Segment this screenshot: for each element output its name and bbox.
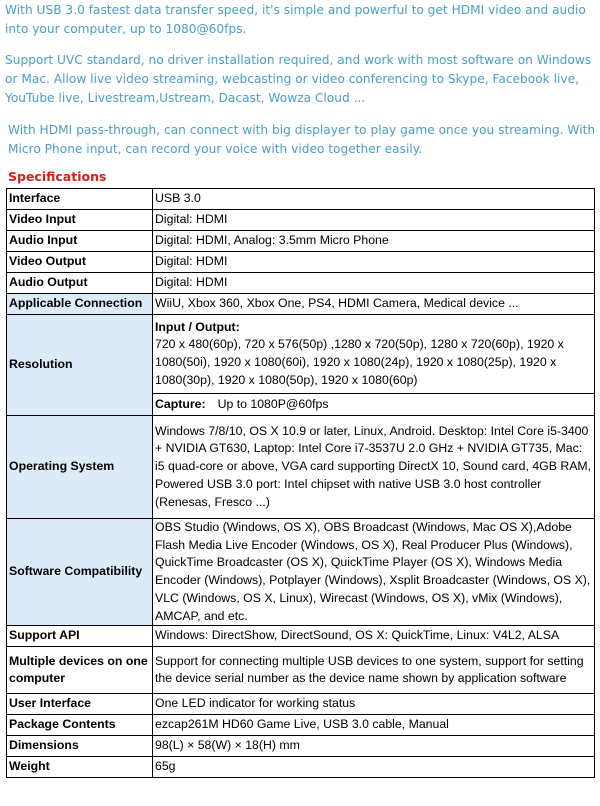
spec-value-resolution-io bbox=[153, 315, 595, 394]
spec-value-resolution-capture bbox=[153, 394, 595, 416]
spec-value: 65g bbox=[153, 757, 595, 778]
spec-value: USB 3.0 bbox=[153, 189, 595, 210]
spec-label: Dimensions bbox=[7, 736, 153, 757]
spec-value: Digital: HDMI bbox=[153, 273, 595, 294]
table-row-support-api bbox=[7, 626, 595, 647]
specifications-table bbox=[6, 188, 595, 778]
table-row-operating-system bbox=[7, 416, 595, 519]
resolution-io-value: 720 x 480(60p), 720 x 576(50p) ,1280 x 720(50p), 1280 x 720(60p), 1920 x 1080(50i), 1920 x 1080(60i), 1920 x 1080(24p), 1920 x 1080(25p), 1920 x 1080(30p), 1920 x 1080(50p), 1920 x 1080(60p) bbox=[155, 337, 564, 387]
table-row-audio-output bbox=[7, 273, 595, 294]
table-row-video-input bbox=[7, 210, 595, 231]
table-row-resolution bbox=[7, 315, 595, 394]
spec-label: Package Contents bbox=[7, 715, 153, 736]
spec-label: Software Compatibility bbox=[7, 519, 153, 626]
resolution-capture-value: Up to 1080P@60fps bbox=[217, 396, 329, 411]
table-row-interface bbox=[7, 189, 595, 210]
table-row-user-interface bbox=[7, 694, 595, 715]
table-row-software-compatibility bbox=[7, 519, 595, 626]
spec-value: WiiU, Xbox 360, Xbox One, PS4, HDMI Camera, Medical device ... bbox=[153, 294, 595, 315]
spec-label: Video Input bbox=[7, 210, 153, 231]
spec-label: Interface bbox=[7, 189, 153, 210]
spec-value: Digital: HDMI bbox=[153, 210, 595, 231]
spec-value: Digital: HDMI bbox=[153, 252, 595, 273]
spec-value: Digital: HDMI, Analog: 3.5mm Micro Phone bbox=[153, 231, 595, 252]
intro-paragraph-uvc: Support UVC standard, no driver installation required, and work with most software on Windows or Mac. Allow live video streaming, webcasting or video conferencing to Skype, Facebook live, YouTube live, Livestream,Ustream, Dacast, Wowza Cloud ... bbox=[5, 53, 592, 105]
table-row-multiple-devices bbox=[7, 647, 595, 694]
table-row-package-contents bbox=[7, 715, 595, 736]
spec-value: ezcap261M HD60 Game Live, USB 3.0 cable, Manual bbox=[153, 715, 595, 736]
spec-value: One LED indicator for working status bbox=[153, 694, 595, 715]
resolution-capture-label: Capture: bbox=[155, 396, 206, 411]
intro-paragraph-passthrough: With HDMI pass-through, can connect with big displayer to play game once you streaming. With Micro Phone input, can record your voice with video together easily. bbox=[8, 123, 596, 156]
table-row-dimensions bbox=[7, 736, 595, 757]
table-row-video-output bbox=[7, 252, 595, 273]
spec-label: Applicable Connection bbox=[7, 294, 153, 315]
spec-value: 98(L) × 58(W) × 18(H) mm bbox=[153, 736, 595, 757]
spec-label: Audio Output bbox=[7, 273, 153, 294]
specifications-heading: Specifications bbox=[8, 169, 107, 184]
spec-label: Support API bbox=[7, 626, 153, 647]
spec-value: OBS Studio (Windows, OS X), OBS Broadcast (Windows, Mac OS X),Adobe Flash Media Live Encoder (Windows, OS X), Real Producer Plus (Windows), QuickTime Broadcaster (OS X), QuickTime Player (OS X), Windows Media Encoder (Windows), Potplayer (Windows), Xsplit Broadcaster (Windows, OS X), VLC (Windows, OS X, Linux), Wirecast (Windows, OS X), vMix (Windows), AMCAP, and etc. bbox=[153, 519, 595, 626]
intro-paragraph-speed: With USB 3.0 fastest data transfer speed, it's simple and powerful to get HDMI video and audio into your computer, up to 1080@60fps. bbox=[5, 3, 586, 36]
spec-label: Operating System bbox=[7, 416, 153, 519]
spec-label: Video Output bbox=[7, 252, 153, 273]
spec-label: Multiple devices on one computer bbox=[7, 647, 153, 694]
spec-label: Audio Input bbox=[7, 231, 153, 252]
table-row-weight bbox=[7, 757, 595, 778]
spec-value: Windows 7/8/10, OS X 10.9 or later, Linux, Android. Desktop: Intel Core i5-3400 + NVIDIA GT630, Laptop: Intel Core i7-3537U 2.0 GHz + NVIDIA GT735, Mac: i5 quad-core or above, VGA card supporting DirectX 10, Sound card, 4GB RAM, Powered USB 3.0 port: Intel chipset with native USB 3.0 host controller (Renesas, Fresco ...) bbox=[153, 416, 595, 519]
table-row-audio-input bbox=[7, 231, 595, 252]
spec-value: Windows: DirectShow, DirectSound, OS X: QuickTime, Linux: V4L2, ALSA bbox=[153, 626, 595, 647]
spec-label: Resolution bbox=[7, 315, 153, 416]
spec-value: Support for connecting multiple USB devices to one system, support for setting the device serial number as the device name shown by application software bbox=[153, 647, 595, 694]
resolution-io-label: Input / Output: bbox=[155, 319, 240, 334]
spec-label: User Interface bbox=[7, 694, 153, 715]
table-row-applicable-connection bbox=[7, 294, 595, 315]
spec-label: Weight bbox=[7, 757, 153, 778]
